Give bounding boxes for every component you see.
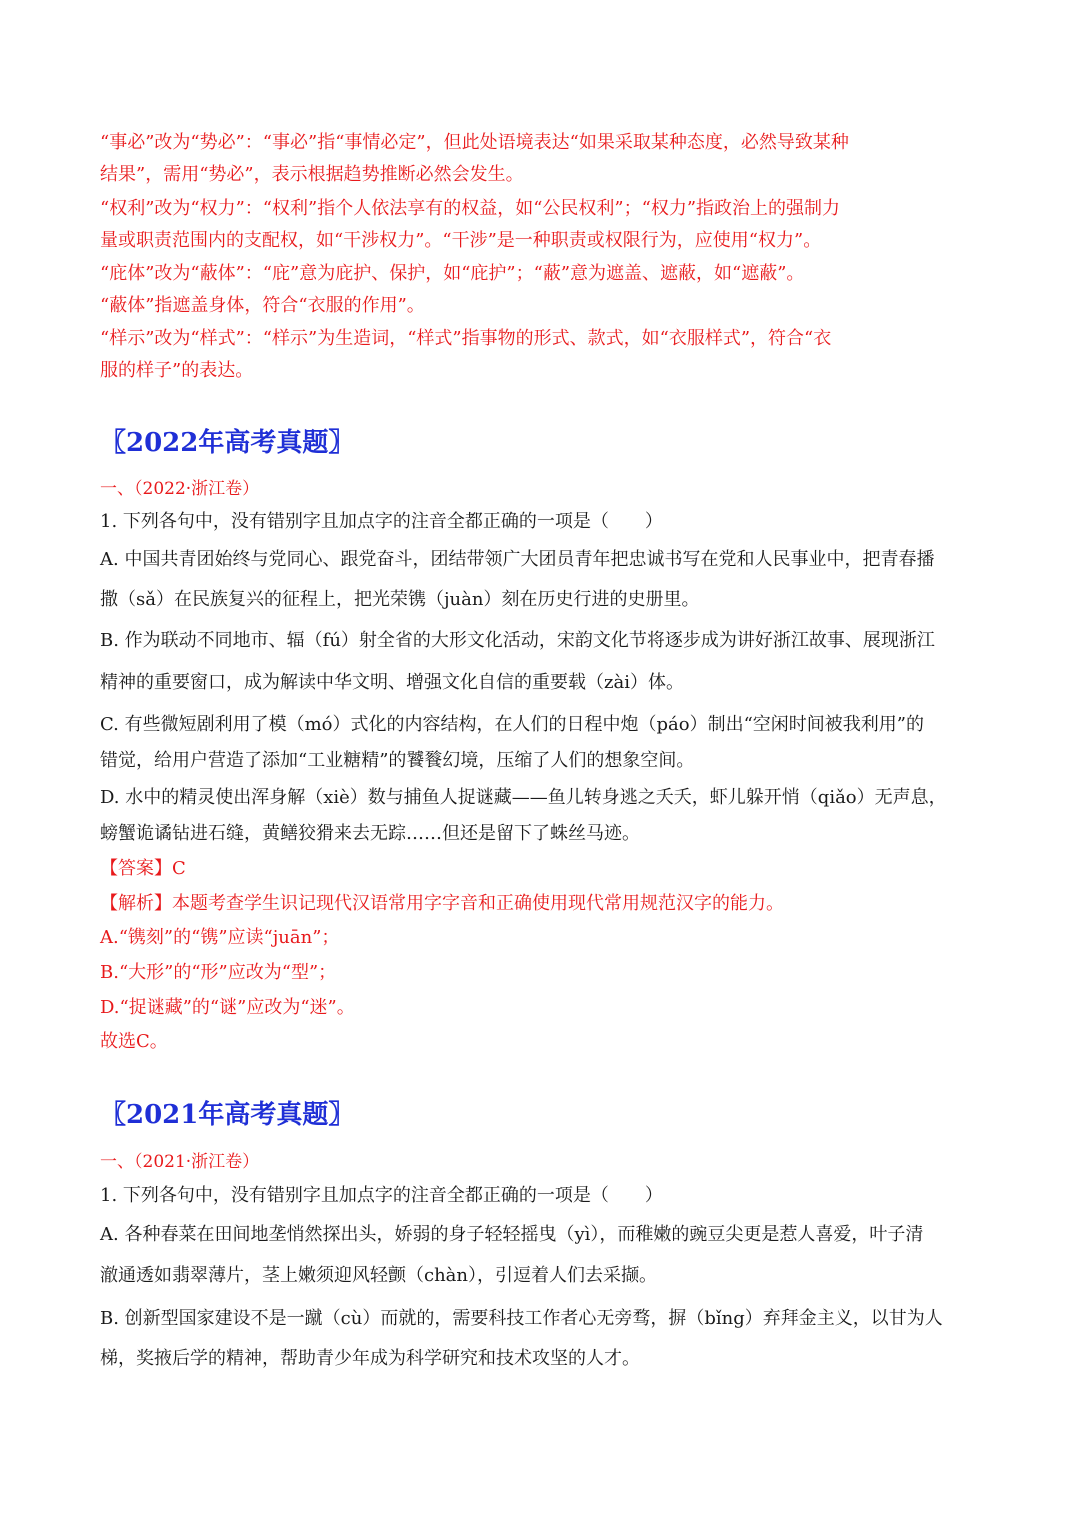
question-stem: 1. 下列各句中，没有错别字且加点字的注音全都正确的一项是（ ）: [100, 511, 663, 532]
option-line: 螃蟹诡谲钻进石缝，黄鳝狡猾来去无踪……但还是留下了蛛丝马迹。: [100, 823, 640, 844]
option-line: 精神的重要窗口，成为解读中华文明、增强文化自信的重要载（zài）体。: [100, 672, 684, 693]
option-line: C. 有些微短剧利用了模（mó）式化的内容结构，在人们的日程中炮（páo）制出“空闲时间被我利用”的: [100, 714, 924, 735]
section-heading-2022: 〖2022年高考真题〗: [100, 428, 355, 458]
option-line: B. 创新型国家建设不是一蹴（cù）而就的，需要科技工作者心无旁骛，摒（bǐng）弃拜金主义，以甘为人: [100, 1308, 943, 1329]
explanation-line: 结果”，需用“势必”，表示根据趋势推断必然会发生。: [100, 164, 524, 185]
explanation-line: “样示”改为“样式”：“样示”为生造词，“样式”指事物的形式、款式，如“衣服样式”，符合“衣: [100, 328, 832, 349]
question-stem: 1. 下列各句中，没有错别字且加点字的注音全都正确的一项是（ ）: [100, 1185, 663, 1206]
explanation-line: 服的样子”的表达。: [100, 360, 254, 381]
source-label: 一、（2021·浙江卷）: [100, 1152, 260, 1172]
option-line: A. 中国共青团始终与党同心、跟党奋斗，团结带领广大团员青年把忠诚书写在党和人民事业中，把青春播: [100, 549, 935, 570]
explanation-line: 量或职责范围内的支配权，如“干涉权力”。“干涉”是一种职责或权限行为，应使用“权力”。: [100, 230, 822, 251]
option-line: D. 水中的精灵使出浑身解（xiè）数与捕鱼人捉谜藏——鱼儿转身逃之夭夭，虾儿躲开悄（qiǎo）无声息，: [100, 787, 947, 808]
option-line: 澈通透如翡翠薄片，茎上嫩须迎风轻颤（chàn），引逗着人们去采撷。: [100, 1265, 657, 1286]
source-label: 一、（2022·浙江卷）: [100, 479, 260, 499]
explanation-line: “蔽体”指遮盖身体，符合“衣服的作用”。: [100, 295, 425, 316]
option-line: B. 作为联动不同地市、辐（fú）射全省的大形文化活动，宋韵文化节将逐步成为讲好浙江故事、展现浙江: [100, 630, 935, 651]
analysis-line: D.“捉谜藏”的“谜”应改为“迷”。: [100, 997, 355, 1018]
analysis-line: 【解析】本题考查学生识记现代汉语常用字字音和正确使用现代常用规范汉字的能力。: [100, 893, 784, 914]
analysis-line: 故选C。: [100, 1031, 168, 1052]
option-line: 梯，奖掖后学的精神，帮助青少年成为科学研究和技术攻坚的人才。: [100, 1348, 640, 1369]
option-line: 错觉，给用户营造了添加“工业糖精”的饕餮幻境，压缩了人们的想象空间。: [100, 750, 695, 771]
explanation-line: “庇体”改为“蔽体”：“庇”意为庇护、保护，如“庇护”；“蔽”意为遮盖、遮蔽，如“遮蔽”。: [100, 263, 805, 284]
option-line: 撒（sǎ）在民族复兴的征程上，把光荣镌（juàn）刻在历史行进的史册里。: [100, 589, 700, 610]
explanation-line: “事必”改为“势必”：“事必”指“事情必定”，但此处语境表达“如果采取某种态度，必然导致某种: [100, 132, 849, 153]
answer-label: 【答案】C: [100, 858, 186, 879]
analysis-line: B.“大形”的“形”应改为“型”；: [100, 962, 337, 983]
analysis-line: A.“镌刻”的“镌”应读“juān”；: [100, 927, 340, 948]
section-heading-2021: 〖2021年高考真题〗: [100, 1100, 355, 1130]
explanation-line: “权利”改为“权力”：“权利”指个人依法享有的权益，如“公民权利”；“权力”指政治上的强制力: [100, 198, 841, 219]
option-line: A. 各种春菜在田间地垄悄然探出头，娇弱的身子轻轻摇曳（yì），而稚嫩的豌豆尖更是惹人喜爱，叶子清: [100, 1224, 924, 1245]
